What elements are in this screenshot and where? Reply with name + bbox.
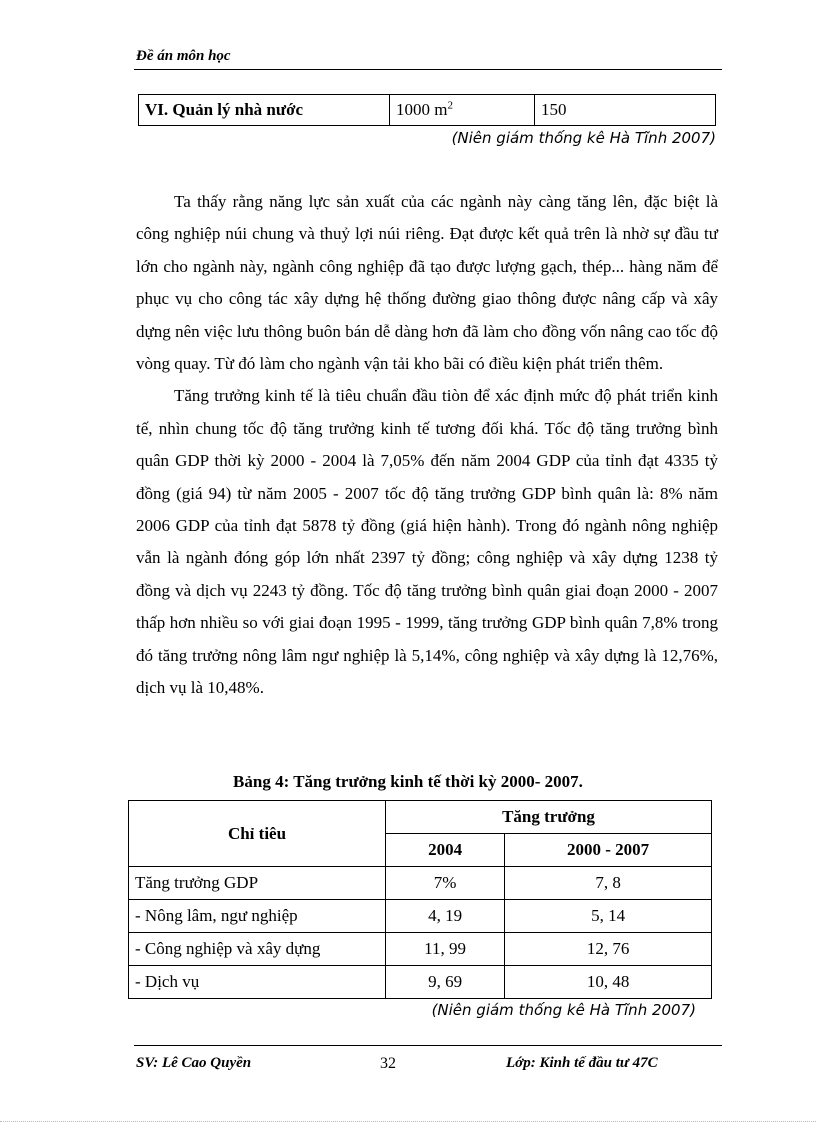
row-label: Tăng trưởng GDP [129,867,386,900]
row-label: - Công nghiệp và xây dựng [129,933,386,966]
paragraph-1: Ta thấy rằng năng lực sản xuất của các ngành này càng tăng lên, đặc biệt là công nghiệp núi chung và thuỷ lợi núi riêng. Đạt được kết quả trên là nhờ sự đầu tư lớn cho ngành này, ngành công nghiệp đã tạo được lượng gạch, thép... hàng năm để phục vụ cho công tác xây dựng hệ thống đường giao thông được nâng cấp và xây dựng nên việc lưu thông buôn bán dễ dàng hơn đã làm cho đồng vốn nâng cao tốc độ vòng quay. Từ đó làm cho ngành vận tải kho bãi có điều kiện phát triển thêm. [136,192,718,374]
row-value-2000-2007: 10, 48 [505,966,712,999]
table-row [129,900,712,933]
header-title: Đề án môn học [136,48,231,64]
source-note-top: (Niên giám thống kê Hà Tĩnh 2007) [451,129,716,147]
row-value-2004: 7% [386,867,505,900]
top-table [138,94,716,126]
unit-base: 1000 m [396,100,448,119]
table-row [129,933,712,966]
header-divider [134,69,722,70]
unit-superscript: 2 [447,99,453,112]
table-row [129,867,712,900]
top-table-label: VI. Quản lý nhà nước [139,95,390,126]
header-indicator: Chỉ tiêu [129,801,386,867]
row-value-2004: 4, 19 [386,900,505,933]
header-2004: 2004 [386,834,505,867]
source-note-bottom: (Niên giám thống kê Hà Tĩnh 2007) [431,1001,696,1019]
table-row [129,966,712,999]
top-table-unit [390,95,535,126]
paragraph-2: Tăng trưởng kinh tế là tiêu chuẩn đầu tiòn để xác định mức độ phát triển kinh tế, nhìn chung tốc độ tăng trưởng kinh tế tương đối khá. Tốc độ tăng trưởng bình quân GDP thời kỳ 2000 - 2004 là 7,05% đến năm 2004 GDP của tỉnh đạt 4335 tỷ đồng (giá 94) từ năm 2005 - 2007 tốc độ tăng trưởng GDP bình quân là: 8% năm 2006 GDP của tỉnh đạt 5878 tỷ đồng (giá hiện hành). Trong đó ngành nông nghiệp vẫn là ngành đóng góp lớn nhất 2397 tỷ đồng; công nghiệp và xây dựng 1238 tỷ đồng và dịch vụ 2243 tỷ đồng. Tốc độ tăng trưởng bình quân giai đoạn 2000 - 2007 thấp hơn nhiều so với giai đoạn 1995 - 1999, tăng trưởng GDP bình quân 7,8% trong đó tăng trưởng nông lâm ngư nghiệp là 5,14%, công nghiệp và xây dựng là 12,76%, dịch vụ là 10,48%. [136,386,718,698]
footer-student: SV: Lê Cao Quyền [136,1055,252,1071]
row-value-2004: 11, 99 [386,933,505,966]
table-caption: Bảng 4: Tăng trưởng kinh tế thời kỳ 2000- 2007. [233,772,583,791]
row-value-2000-2007: 12, 76 [505,933,712,966]
row-label: - Nông lâm, ngư nghiệp [129,900,386,933]
row-label: - Dịch vụ [129,966,386,999]
footer-class: Lớp: Kinh tế đầu tư 47C [506,1055,658,1071]
table-header-row [129,801,712,834]
header-2000-2007: 2000 - 2007 [505,834,712,867]
body-text [136,186,718,705]
footer-divider [134,1045,722,1046]
row-value-2000-2007: 5, 14 [505,900,712,933]
top-table-value: 150 [535,95,716,126]
table-row [139,95,716,126]
header-growth-group: Tăng trưởng [386,801,712,834]
footer-page-number: 32 [380,1055,396,1072]
row-value-2000-2007: 7, 8 [505,867,712,900]
row-value-2004: 9, 69 [386,966,505,999]
growth-table [128,800,712,999]
page-edge-dots [0,1121,816,1122]
